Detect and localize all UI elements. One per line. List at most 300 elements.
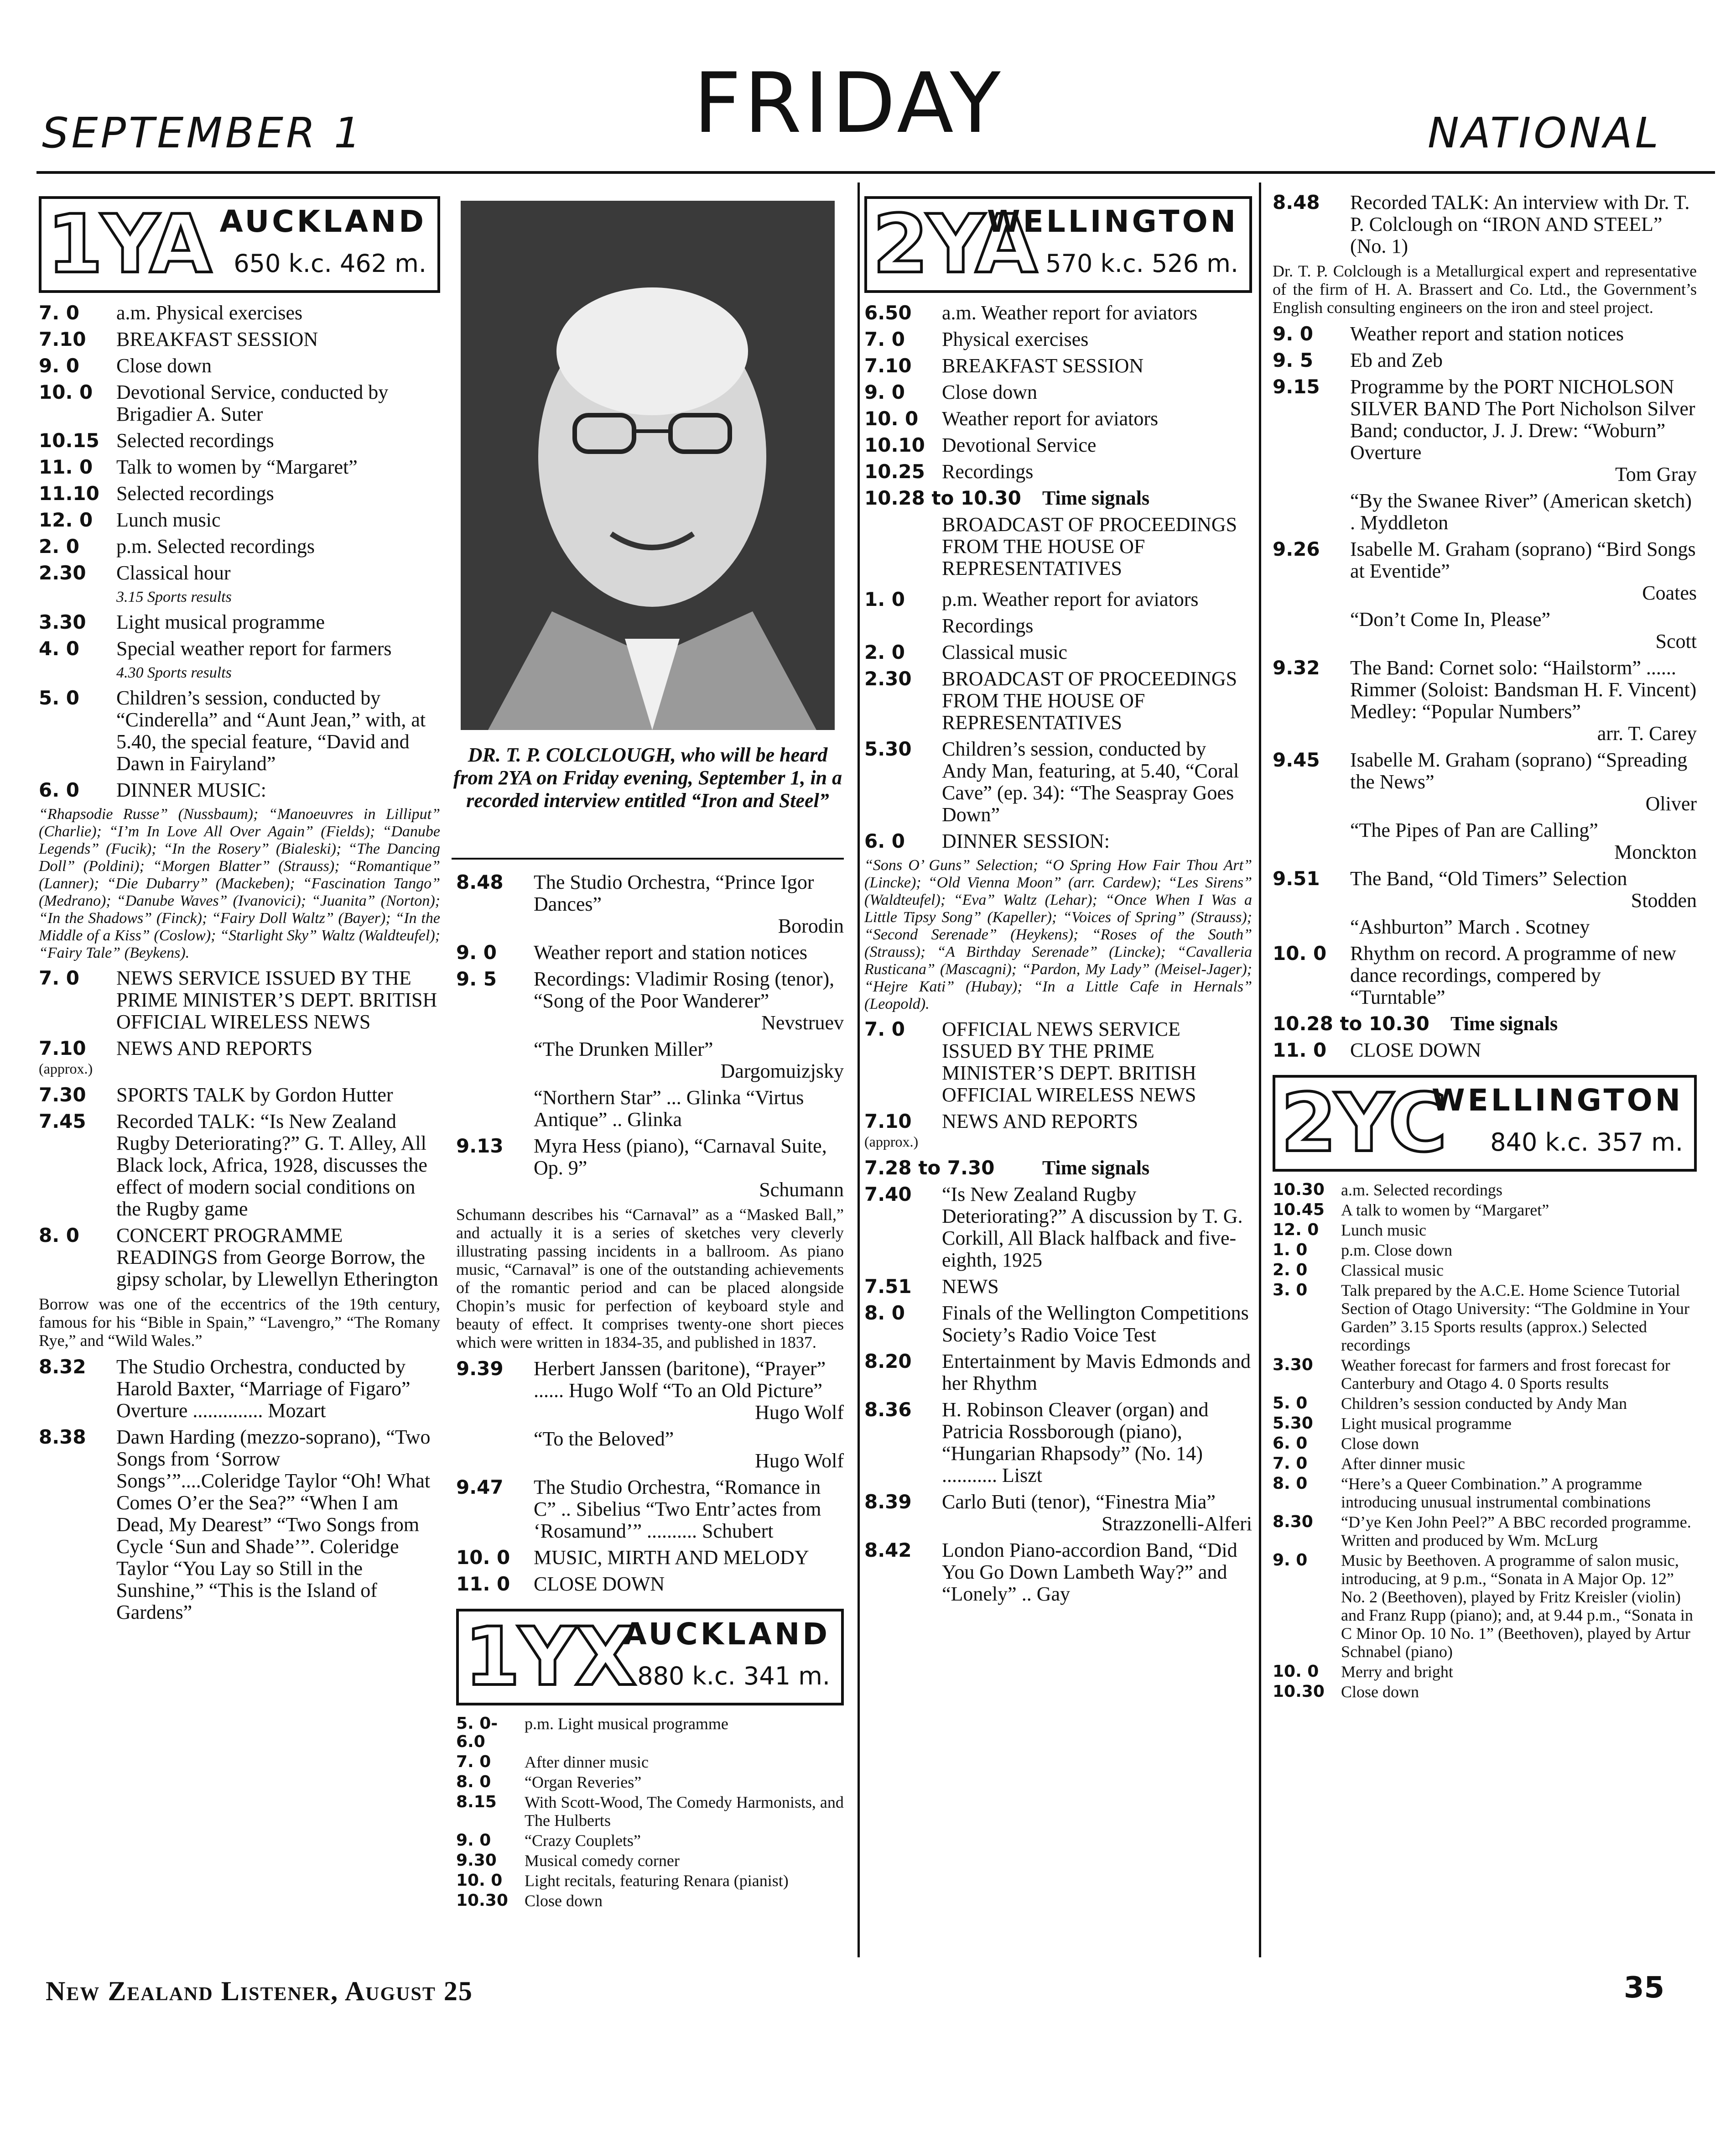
item-time — [1273, 916, 1350, 938]
item-time: 11. 0 — [1273, 1039, 1327, 1061]
programme-item — [1273, 1513, 1697, 1549]
item-time: 3.30 — [1273, 1356, 1313, 1374]
station-city: AUCKLAND — [623, 1617, 830, 1652]
approx-label: (approx.) — [864, 1133, 919, 1150]
item-time: 4. 0 — [39, 637, 80, 660]
item-time: 10. 0 — [1273, 942, 1327, 965]
programme-item — [1273, 1039, 1697, 1061]
programme-item — [864, 1018, 1252, 1106]
item-text: p.m. Weather report for aviators — [942, 588, 1199, 610]
programme-item — [864, 1184, 1252, 1271]
item-text: After dinner music — [1341, 1455, 1465, 1473]
item-time: 7.30 — [39, 1084, 86, 1106]
item-time: 10.10 — [864, 434, 925, 456]
item-time: 2.30 — [864, 667, 912, 690]
item-text: NEWS AND REPORTS — [116, 1037, 313, 1059]
item-text: CONCERT PROGRAMME READINGS from George Borrow, the gipsy scholar, by Llewellyn Etherington — [116, 1224, 438, 1290]
item-text: Carlo Buti (tenor), “Finestra Mia” — [942, 1491, 1216, 1513]
header-rule — [36, 171, 1715, 174]
programme-item — [864, 830, 1252, 852]
item-text: “Ashburton” March . Scotney — [1350, 916, 1590, 938]
programme-item — [1273, 657, 1697, 745]
programme-item — [864, 738, 1252, 826]
page-day-title: FRIDAY — [693, 55, 1003, 151]
item-time: 2. 0 — [1273, 1261, 1308, 1279]
item-time: 12. 0 — [1273, 1220, 1319, 1239]
network-name: NATIONAL — [1428, 109, 1661, 157]
sports-results-note: 3.15 Sports results — [116, 589, 232, 605]
item-time — [1273, 819, 1350, 863]
col4-programme — [1273, 192, 1697, 1703]
colclough-note: Dr. T. P. Colclough is a Metallurgical expert and representative of the firm of H. A. Brassert and Co. Ltd., the Government’s English consulting engineers on the iron and steel project. — [1273, 262, 1697, 317]
item-time: 5.30 — [864, 738, 912, 760]
item-time: 8. 0 — [864, 1302, 905, 1324]
programme-item — [864, 641, 1252, 663]
item-time: 8.38 — [39, 1426, 86, 1448]
programme-item — [864, 381, 1252, 403]
programme-item — [1273, 376, 1697, 485]
item-text: DINNER MUSIC: — [116, 779, 266, 801]
programme-item — [39, 430, 440, 452]
item-composer: Borodin — [778, 915, 844, 937]
item-time: 10.15 — [39, 429, 99, 452]
programme-item — [1273, 609, 1697, 652]
programme-item — [456, 1547, 844, 1569]
item-text: Weather forecast for farmers and frost forecast for Canterbury and Otago 4. 0 Sports results — [1341, 1356, 1670, 1392]
item-text: Devotional Service — [942, 434, 1097, 456]
programme-item — [39, 483, 440, 505]
page-number: 35 — [1624, 1971, 1665, 2005]
item-time: 11. 0 — [39, 456, 93, 478]
item-time: 9. 0 — [1273, 323, 1314, 345]
programme-item — [1273, 1683, 1697, 1701]
item-text: DINNER SESSION: — [942, 830, 1110, 852]
item-time: 7.51 — [864, 1275, 912, 1298]
programme-item — [864, 355, 1252, 377]
programme-item — [1273, 1181, 1697, 1199]
item-text: “To the Beloved” — [534, 1428, 674, 1450]
item-time: 7.45 — [39, 1110, 86, 1132]
item-time: 7.28 to 7.30 — [864, 1157, 995, 1179]
item-text: Close down — [116, 355, 212, 377]
programme-item — [39, 1111, 440, 1220]
item-time: 2.30 — [39, 562, 86, 584]
item-composer: Hugo Wolf — [755, 1450, 844, 1472]
item-text: p.m. Light musical programme — [525, 1715, 728, 1733]
station-frequency: 880 k.c. 341 m. — [637, 1662, 830, 1690]
item-text: H. Robinson Cleaver (organ) and Patricia Rossborough (piano), “Hungarian Rhapsody” (No. 14) ........... Liszt — [942, 1398, 1209, 1486]
item-time: 3.30 — [39, 611, 86, 633]
programme-item — [1273, 538, 1697, 604]
programme-item — [1273, 1261, 1697, 1279]
programme-item — [1273, 1241, 1697, 1259]
column-divider — [1259, 183, 1261, 1957]
item-text: Selected recordings — [116, 429, 274, 452]
programme-item — [456, 1715, 844, 1751]
item-time: 5. 0 — [39, 687, 80, 709]
station-1yx-banner — [456, 1609, 844, 1705]
item-text: Special weather report for farmers — [116, 637, 392, 660]
item-text: “Northern Star” ... Glinka “Virtus Antique” .. Glinka — [534, 1086, 804, 1131]
station-call-sign: 2YA — [873, 198, 1036, 291]
item-text: “Organ Reveries” — [525, 1773, 642, 1791]
programme-item — [1273, 323, 1697, 345]
programme-item — [39, 355, 440, 377]
item-time: 9. 0 — [456, 1831, 491, 1850]
item-time: 10. 0 — [864, 407, 919, 430]
programme-item — [456, 1087, 844, 1131]
item-time: 9.32 — [1273, 657, 1320, 679]
programme-item — [1273, 749, 1697, 815]
programme-item — [39, 779, 440, 801]
item-time: 9.30 — [456, 1851, 497, 1870]
item-time: 9. 0 — [39, 355, 80, 377]
item-text: Music by Beethoven. A programme of salon music, introducing, at 9 p.m., “Sonata in A Major Op. 12” No. 2 (Beethoven), played by Fritz Kreisler (violin) and Franz Rupp (piano); and, at 9.44 p.m., “Sonata in C Minor Op. 10 No. 1” (Beethoven), played by Artur Schnabel (piano) — [1341, 1551, 1693, 1661]
item-time: 9.13 — [456, 1135, 504, 1157]
programme-item — [864, 408, 1252, 430]
item-text: Physical exercises — [942, 328, 1089, 350]
item-time: 6. 0 — [864, 830, 905, 852]
programme-item — [864, 302, 1252, 324]
station-frequency: 840 k.c. 357 m. — [1490, 1128, 1683, 1157]
programme-item — [1273, 916, 1697, 938]
station-frequency: 650 k.c. 462 m. — [234, 249, 426, 278]
item-time: 9. 5 — [456, 968, 497, 990]
item-text: a.m. Physical exercises — [116, 302, 303, 324]
time-signals — [864, 487, 1252, 509]
item-text: Children’s session, conducted by Andy Man, featuring, at 5.40, “Coral Cave” (ep. 34): “The Seaspray Goes Down” — [942, 738, 1239, 826]
programme-item — [864, 1302, 1252, 1346]
item-text: Light musical programme — [1341, 1414, 1512, 1433]
item-text: After dinner music — [525, 1753, 649, 1771]
item-text: With Scott-Wood, The Comedy Harmonists, and The Hulberts — [525, 1793, 844, 1830]
item-time: 3. 0 — [1273, 1281, 1308, 1299]
item-text: Classical music — [942, 641, 1067, 663]
item-time: 10. 0 — [456, 1871, 503, 1890]
item-time: 8.39 — [864, 1491, 912, 1513]
item-composer: Hugo Wolf — [755, 1401, 844, 1424]
item-text: Talk prepared by the A.C.E. Home Science Tutorial Section of Otago University: “The Goldmine in Your Garden” 3.15 Sports results (approx.) Selected recordings — [1341, 1281, 1689, 1354]
item-time: 7. 0 — [456, 1752, 491, 1771]
station-1ya-banner — [39, 196, 440, 293]
programme-item — [1273, 1281, 1697, 1354]
item-time: 9.45 — [1273, 749, 1320, 771]
item-composer: Schumann — [759, 1179, 844, 1201]
item-time — [864, 615, 942, 637]
station-city: WELLINGTON — [1431, 1083, 1683, 1118]
item-text: Merry and bright — [1341, 1663, 1453, 1681]
item-composer: Scott — [1655, 630, 1697, 652]
item-text: “Don’t Come In, Please” — [1350, 608, 1551, 631]
programme-item — [456, 1135, 844, 1201]
programme-item — [456, 1573, 844, 1595]
programme-item — [456, 1753, 844, 1771]
item-time — [456, 1087, 534, 1131]
programme-item — [1273, 192, 1697, 257]
time-signals — [1273, 1013, 1697, 1035]
programme-item — [39, 302, 440, 324]
programme-item — [864, 1276, 1252, 1298]
item-text: Musical comedy corner — [525, 1851, 680, 1870]
item-time: 10.28 to 10.30 — [864, 487, 1021, 509]
item-text: Recorded TALK: “Is New Zealand Rugby Deteriorating?” G. T. Alley, All Black lock, Africa, 1928, discusses the effect of modern social conditions on the Rugby game — [116, 1110, 427, 1220]
item-time: 10.30 — [1273, 1682, 1325, 1701]
item-composer: Tom Gray — [1615, 463, 1697, 485]
item-text: London Piano-accordion Band, “Did You Go Down Lambeth Way?” and “Lonely” .. Gay — [942, 1539, 1237, 1605]
item-text: Close down — [1341, 1683, 1419, 1701]
item-composer: Monckton — [1614, 841, 1697, 863]
portrait-image — [461, 201, 835, 730]
station-city: AUCKLAND — [219, 204, 426, 239]
programme-item — [1273, 1663, 1697, 1681]
programme-item — [864, 1539, 1252, 1605]
item-text: CLOSE DOWN — [534, 1573, 665, 1595]
item-text: Recordings — [942, 460, 1034, 483]
item-composer: Coates — [1642, 582, 1697, 604]
item-text: NEWS AND REPORTS — [942, 1110, 1138, 1132]
item-text: Lunch music — [116, 509, 221, 531]
programme-item — [39, 967, 440, 1033]
item-text: Eb and Zeb — [1350, 349, 1443, 371]
item-text: MUSIC, MIRTH AND MELODY — [534, 1546, 809, 1569]
item-text: BREAKFAST SESSION — [116, 328, 318, 350]
item-time: 10.28 to 10.30 — [1273, 1012, 1429, 1035]
item-time: 10.30 — [1273, 1180, 1325, 1199]
item-text: Children’s session, conducted by “Cinderella” and “Aunt Jean,” with, at 5.40, the special feature, “David and Dawn in Fairyland” — [116, 687, 426, 775]
item-time: 9. 5 — [1273, 349, 1314, 371]
item-time: 8.36 — [864, 1398, 912, 1421]
programme-item — [456, 1773, 844, 1791]
page-date: SEPTEMBER 1 — [42, 109, 364, 157]
item-time: 8.20 — [864, 1350, 912, 1372]
programme-item — [39, 1225, 440, 1290]
programme-item — [1273, 1455, 1697, 1473]
item-text: Light recitals, featuring Renara (pianist) — [525, 1872, 789, 1890]
item-text: Close down — [1341, 1434, 1419, 1453]
item-time: 11.10 — [39, 482, 99, 505]
station-2ya — [864, 196, 1252, 1610]
dinner-music-list: “Rhapsodie Russe” (Nussbaum); “Manoeuvres in Lilliput” (Charlie); “I’m In Love All Over Again” (Fields); “Danube Legends” (Fucik); “In the Rosery” (Bialeski); “The Dancing Doll” (Poldini); “Morgen Blatter” (Strauss); “Romantique” (Lanner); “Die Dubarry” (Mackeben); “Fascination Tango” (Medrano); “Danube Waves” (Ivanovici); “Juanita” (Norton); “In the Shadows” (Finck); “Fairy Doll Waltz” (Bayer); “In the Middle of a Kiss” (Coslow); “Starlight Sky” Waltz (Waldteufel); “Fairy Tale” (Beykens). — [39, 806, 440, 961]
item-text: Entertainment by Mavis Edmonds and her Rhythm — [942, 1350, 1251, 1394]
item-text: OFFICIAL NEWS SERVICE ISSUED BY THE PRIME MINISTER’S DEPT. BRITISH OFFICIAL WIRELESS NEWS — [942, 1018, 1196, 1106]
item-time: 7.10 — [864, 355, 912, 377]
item-text: Rhythm on record. A programme of new dance recordings, compered by “Turntable” — [1350, 942, 1676, 1008]
item-time: 7. 0 — [1273, 1454, 1308, 1473]
item-time: 1. 0 — [864, 588, 905, 610]
programme-item — [39, 1038, 440, 1059]
item-text: Devotional Service, conducted by Brigadier A. Suter — [116, 381, 389, 425]
item-composer: Stodden — [1631, 889, 1697, 912]
programme-item — [1273, 1356, 1697, 1392]
programme-item — [456, 1428, 844, 1472]
item-text: p.m. Selected recordings — [116, 535, 315, 558]
programme-item — [39, 1426, 440, 1623]
item-text: Programme by the PORT NICHOLSON SILVER BAND The Port Nicholson Silver Band; conductor, J. J. Drew: “Woburn” Overture — [1350, 375, 1695, 464]
item-time: 1. 0 — [1273, 1241, 1308, 1259]
item-text: The Studio Orchestra, “Prince Igor Dances” — [534, 871, 814, 915]
item-text: The Band, “Old Timers” Selection — [1350, 867, 1627, 890]
item-time: 9. 0 — [864, 381, 905, 403]
programme-item — [456, 1793, 844, 1830]
item-text: Isabelle M. Graham (soprano) “Spreading the News” — [1350, 749, 1688, 793]
item-time — [456, 1038, 534, 1082]
programme-item — [39, 1356, 440, 1422]
item-text: Weather report and station notices — [534, 941, 808, 964]
col2-programme — [456, 871, 844, 1912]
item-time: 8. 0 — [39, 1224, 80, 1246]
item-time: 8.48 — [1273, 191, 1320, 214]
item-text: A talk to women by “Margaret” — [1341, 1201, 1549, 1219]
programme-item — [1273, 1475, 1697, 1511]
station-1ya — [39, 196, 440, 1628]
item-text: Close down — [525, 1892, 603, 1910]
item-text: “Is New Zealand Rugby Deteriorating?” A discussion by T. G. Corkill, All Black halfback and five-eighth, 1925 — [942, 1183, 1243, 1271]
item-time: 8.15 — [456, 1793, 497, 1811]
schumann-note: Schumann describes his “Carnaval” as a “Masked Ball,” and actually it is a series of sketches very cleverly illustrating passing incidents in a ballroom. As piano music, “Carnaval” is one of the outstanding achievements of the romantic period and can be placed alongside Chopin’s music for perfection of keyboard style and beauty of effect. It comprises twenty-one short pieces which were written in 1834-35, and published in 1837. — [456, 1205, 844, 1351]
column-divider — [858, 183, 860, 1957]
programme-item — [1273, 1414, 1697, 1433]
station-city: WELLINGTON — [987, 204, 1238, 239]
item-text: Recorded TALK: An interview with Dr. T. P. Colclough on “IRON AND STEEL” (No. 1) — [1350, 191, 1690, 257]
item-text: SPORTS TALK by Gordon Hutter — [116, 1084, 393, 1106]
item-time: 10.30 — [456, 1891, 508, 1910]
item-text: BROADCAST OF PROCEEDINGS FROM THE HOUSE OF REPRESENTATIVES — [942, 667, 1237, 734]
programme-item — [39, 687, 440, 775]
programme-item — [1273, 349, 1697, 371]
programme-item — [864, 1491, 1252, 1535]
caption-rule — [452, 858, 844, 860]
item-text: The Studio Orchestra, conducted by Harold Baxter, “Marriage of Figaro” Overture .............. Mozart — [116, 1356, 411, 1422]
item-text: Talk to women by “Margaret” — [116, 456, 358, 478]
item-time: 8. 0 — [1273, 1474, 1308, 1493]
programme-item — [864, 589, 1252, 610]
item-time: 9.26 — [1273, 538, 1320, 560]
item-time: 10. 0 — [1273, 1662, 1319, 1681]
programme-item — [864, 615, 1252, 637]
item-text: The Studio Orchestra, “Romance in C” .. Sibelius “Two Entr’actes from ‘Rosamund’” .......... Schubert — [534, 1476, 821, 1542]
programme-item — [456, 1831, 844, 1850]
item-time: 9.47 — [456, 1476, 504, 1498]
item-text: Isabelle M. Graham (soprano) “Bird Songs at Eventide” — [1350, 538, 1696, 582]
programme-item — [1273, 868, 1697, 912]
item-text: p.m. Close down — [1341, 1241, 1453, 1259]
programme-item — [864, 1111, 1252, 1132]
item-time: 7. 0 — [39, 967, 80, 989]
item-time: 6. 0 — [39, 779, 80, 801]
item-text: The Band: Cornet solo: “Hailstorm” ...... Rimmer (Soloist: Bandsman H. F. Vincent) Medley: “Popular Numbers” — [1350, 657, 1697, 723]
programme-item — [456, 1476, 844, 1542]
programme-item — [1273, 943, 1697, 1008]
programme-item — [39, 536, 440, 558]
dinner-session-list: “Sons O’ Guns” Selection; “O Spring How Fair Thou Art” (Lincke); “Old Vienna Moon” (arr. Cardew); “Les Sirens” (Waldteufel); “Eva” Waltz (Lehar); “Once When I Was a Little Tipsy Song” (Kapeller); “Voices of Spring” (Strauss); “Second Serenade” (Heykens); “Roses of the South” (Strauss); “A Birthday Serenade” (Lincke); “Cavalleria Rusticana” (Mascagni); “Pardon, My Lady” (Meisel-Jager); “Hejre Kati” (Hubay); “In a Little Cafe in Hernals” (Leopold). — [864, 857, 1252, 1012]
item-composer: Nevstruev — [761, 1012, 844, 1034]
item-text: Classical music — [1341, 1261, 1444, 1279]
programme-item — [456, 1872, 844, 1890]
item-text: CLOSE DOWN — [1350, 1039, 1481, 1061]
programme-item — [1273, 1551, 1697, 1661]
programme-item — [1273, 1221, 1697, 1239]
programme-item — [39, 381, 440, 425]
item-time: 6.50 — [864, 302, 912, 324]
item-time: 7. 0 — [864, 1018, 905, 1040]
item-time: 6. 0 — [1273, 1434, 1308, 1453]
item-time: 5.30 — [1273, 1414, 1313, 1433]
publication-footer: New Zealand Listener, August 25 — [46, 1976, 473, 2006]
station-call-sign: 2YC — [1281, 1076, 1445, 1170]
item-time: 5. 0-6.0 — [456, 1714, 498, 1751]
approx-label: (approx.) — [39, 1060, 93, 1077]
item-text: Dawn Harding (mezzo-soprano), “Two Songs from ‘Sorrow Songs’”....Coleridge Taylor “Oh! What Comes O’er the Sea?” “When I am Dead, My Dearest” “Two Songs from Cycle ‘Sun and Shade’”. Coleridge Taylor “You Lay so Still in the Sunshine,” “This is the Island of Gardens” — [116, 1426, 431, 1623]
item-time: 11. 0 — [456, 1573, 510, 1595]
item-time: 8.42 — [864, 1539, 912, 1561]
item-time: 7.10 — [39, 1037, 86, 1059]
item-text: Selected recordings — [116, 482, 274, 505]
item-time: 8. 0 — [456, 1773, 491, 1791]
item-text: “Here’s a Queer Combination.” A programme introducing unusual instrumental combinations — [1341, 1475, 1651, 1511]
item-text: Herbert Janssen (baritone), “Prayer” ...... Hugo Wolf “To an Old Picture” — [534, 1357, 826, 1402]
item-text: “D’ye Ken John Peel?” A BBC recorded programme. Written and produced by Wm. McLurg — [1341, 1513, 1691, 1549]
programme-item — [456, 1038, 844, 1082]
programme-item — [39, 611, 440, 633]
station-frequency: 570 k.c. 526 m. — [1045, 249, 1238, 278]
item-time: 7. 0 — [39, 302, 80, 324]
item-time — [456, 1428, 534, 1472]
programme-item — [1273, 1201, 1697, 1219]
programme-item — [39, 509, 440, 531]
broadcast-proceedings: BROADCAST OF PROCEEDINGS FROM THE HOUSE OF REPRESENTATIVES — [942, 513, 1237, 579]
item-time: 8.32 — [39, 1356, 86, 1378]
item-text: Time signals — [1450, 1012, 1558, 1035]
sports-results-note: 4.30 Sports results — [116, 664, 232, 681]
item-text: “The Drunken Miller” — [534, 1038, 713, 1060]
item-time: 2. 0 — [39, 535, 80, 558]
item-composer: arr. T. Carey — [1597, 722, 1697, 745]
item-time: 9. 0 — [456, 941, 497, 964]
item-text: Recordings: Vladimir Rosing (tenor), “Song of the Poor Wanderer” — [534, 968, 835, 1012]
item-text: Lunch music — [1341, 1221, 1426, 1239]
programme-item — [864, 329, 1252, 350]
programme-item — [39, 456, 440, 478]
item-time: 9. 0 — [1273, 1551, 1308, 1570]
item-text: Weather report and station notices — [1350, 323, 1624, 345]
item-text: Time signals — [1042, 487, 1150, 509]
item-text: Close down — [942, 381, 1037, 403]
time-signals — [864, 1157, 1252, 1179]
item-composer: Strazzonelli-Alferi — [1102, 1512, 1252, 1535]
programme-item — [456, 1851, 844, 1870]
item-text: Myra Hess (piano), “Carnaval Suite, Op. 9” — [534, 1135, 827, 1179]
item-composer: Dargomuizjsky — [720, 1060, 844, 1082]
item-time: 10. 0 — [39, 381, 93, 403]
item-text: Time signals — [1042, 1157, 1150, 1179]
item-time: 7.40 — [864, 1183, 912, 1205]
item-time: 10. 0 — [456, 1546, 510, 1569]
item-time: 7. 0 — [864, 328, 905, 350]
item-time — [1273, 609, 1350, 652]
item-composer: Oliver — [1645, 793, 1697, 815]
programme-item — [456, 1892, 844, 1910]
item-time — [1273, 490, 1350, 534]
station-call-sign: 1YA — [47, 198, 210, 291]
programme-item — [39, 562, 440, 584]
programme-item — [456, 942, 844, 964]
programme-item — [39, 1084, 440, 1106]
item-text: a.m. Weather report for aviators — [942, 302, 1198, 324]
programme-item — [864, 434, 1252, 456]
programme-item — [864, 1351, 1252, 1394]
programme-item — [456, 871, 844, 937]
colclough-photo — [461, 201, 835, 730]
